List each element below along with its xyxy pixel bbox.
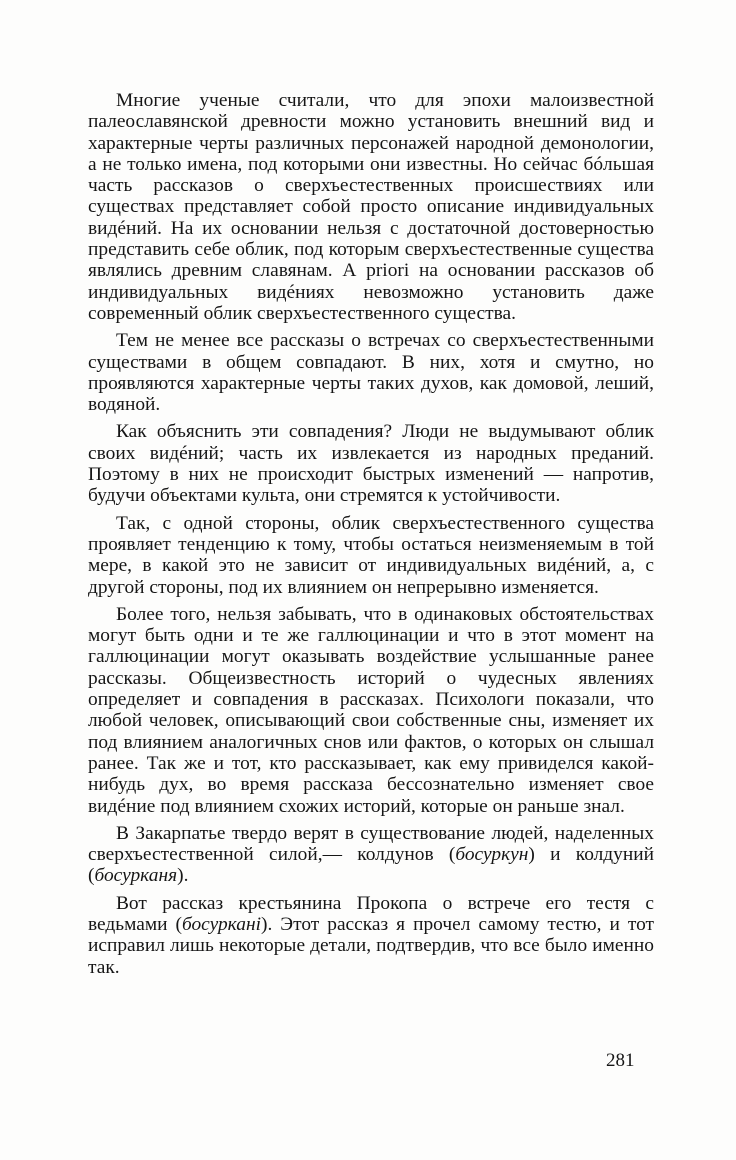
paragraph-2: Тем не менее все рассказы о встречах со сверхъестественными существами в общем совпадают. В них, хотя и смутно, но проявляются характерные черты таких духов, как домовой, леший, водяной. xyxy=(88,330,654,416)
term-bosurkun: босуркун xyxy=(455,844,529,866)
paragraph-3: Как объяснить эти совпадения? Люди не выдумывают облик своих видéний; часть их извлекается из народных преданий. Поэтому в них не происходит быстрых изменений — напротив, будучи объектами культа, они стремятся к устойчивости. xyxy=(88,421,654,507)
paragraph-7 xyxy=(88,893,654,978)
body-text xyxy=(88,90,654,984)
paragraph-6-text-1: В Закарпатье твердо верят в существование людей, наделенных сверхъестественной силой,— колдунов ( xyxy=(88,822,654,866)
term-bosurkanya: босурканя xyxy=(94,865,178,887)
paragraph-1: Многие ученые считали, что для эпохи малоизвестной палеославянской древности можно установить внешний вид и характерные черты различных персонажей народной демонологии, а не только имена, под которыми они известны. Но сейчас бóльшая часть рассказов о сверхъестественных происшествиях или существах представляет собой просто описание индивидуальных видéний. На их основании нельзя с достаточной достоверностью представить себе облик, под которым сверхъестественные существа являлись древним славянам. А priori на основании рассказов об индивидуальных видéниях невозможно установить даже современный облик сверхъестественного существа. xyxy=(88,90,654,324)
paragraph-6-text-2: ) и колдуний ( xyxy=(88,844,655,887)
paragraph-7-text-2: ). Этот рассказ я прочел самому тестю, и тот исправил лишь некоторые детали, подтвердив, что все было именно так. xyxy=(88,913,654,978)
paragraph-6 xyxy=(88,823,654,887)
paragraph-6-text-3: ). xyxy=(177,865,189,887)
paragraph-4: Так, с одной стороны, облик сверхъестественного существа проявляет тенденцию к тому, чтобы остаться неизменяемым в той мере, в какой это не зависит от индивидуальных видéний, а, с другой стороны, под их влиянием он непрерывно изменяется. xyxy=(88,512,654,598)
paragraph-5: Более того, нельзя забывать, что в одинаковых обстоятельствах могут быть одни и те же галлюцинации и что в этот момент на галлюцинации могут оказывать воздействие услышанные ранее рассказы. Общеизвестность историй о чудесных явлениях определяет и совпадения в рассказах. Психологи показали, что любой человек, описывающий свои собственные сны, изменяет их под влиянием аналогичных снов или фактов, о которых он слышал ранее. Так же и тот, кто рассказывает, как ему привиделся какой-нибудь дух, во время рассказа бессознательно изменяет свое видéние под влиянием схожих историй, которые он раньше знал. xyxy=(88,603,654,817)
page-number: 281 xyxy=(606,1050,635,1071)
term-bosurkani: босуркані xyxy=(181,913,261,935)
paragraph-7-text-1: Вот рассказ крестьянина Прокопа о встрече его тестя с ведьмами ( xyxy=(88,892,654,935)
